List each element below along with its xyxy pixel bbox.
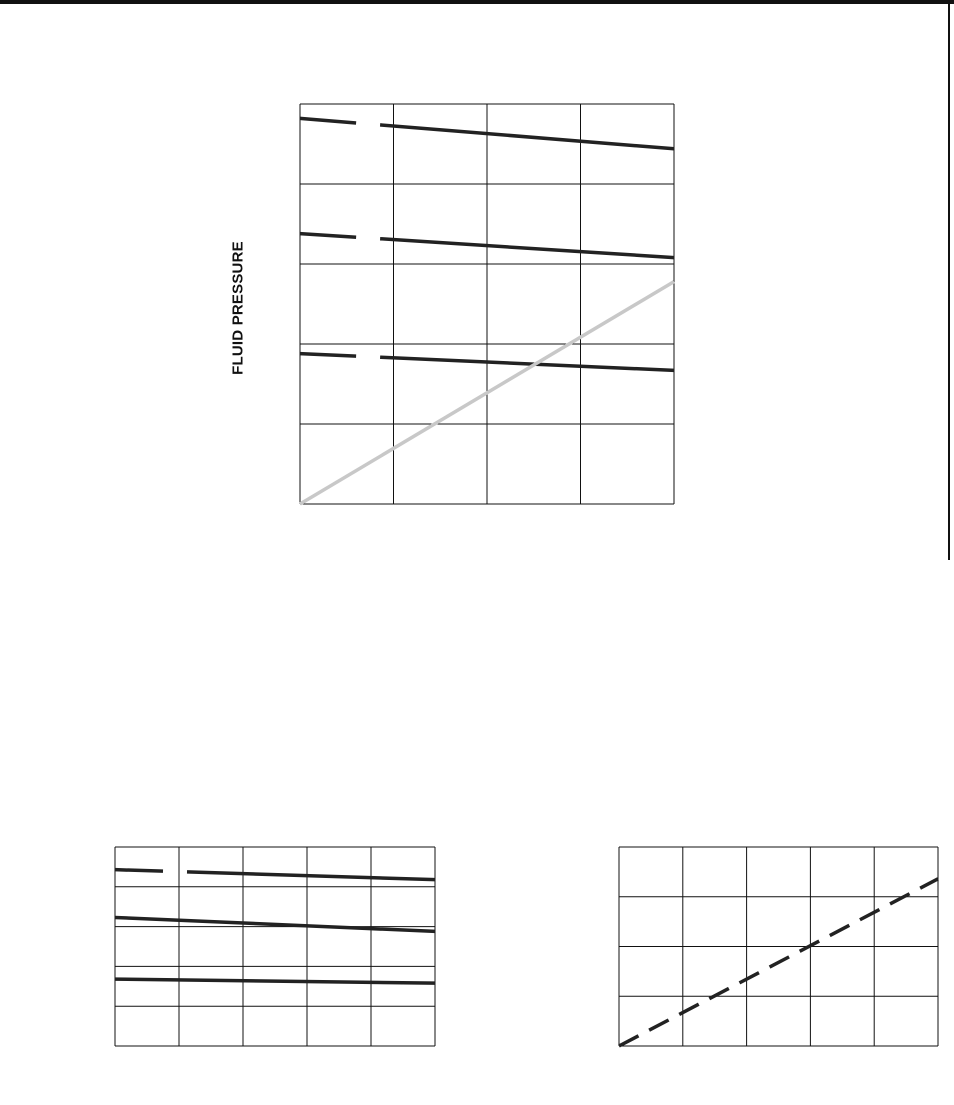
chart-bottom-right bbox=[619, 847, 938, 1046]
chart-top bbox=[300, 104, 674, 504]
series-line-2-dash bbox=[300, 234, 356, 238]
series-line-1 bbox=[380, 125, 674, 149]
series-line-1 bbox=[187, 872, 435, 880]
series-line-1-dash bbox=[115, 870, 163, 871]
chart-bottom-left bbox=[115, 847, 435, 1046]
series-line-1 bbox=[619, 879, 938, 1046]
y-axis-label: FLUID PRESSURE bbox=[229, 241, 247, 375]
series-line-2 bbox=[380, 239, 674, 258]
series-line-3-dash bbox=[300, 354, 356, 357]
series-line-1-dash bbox=[300, 118, 356, 123]
series-line-2 bbox=[115, 917, 435, 931]
series-line-3 bbox=[115, 979, 435, 983]
